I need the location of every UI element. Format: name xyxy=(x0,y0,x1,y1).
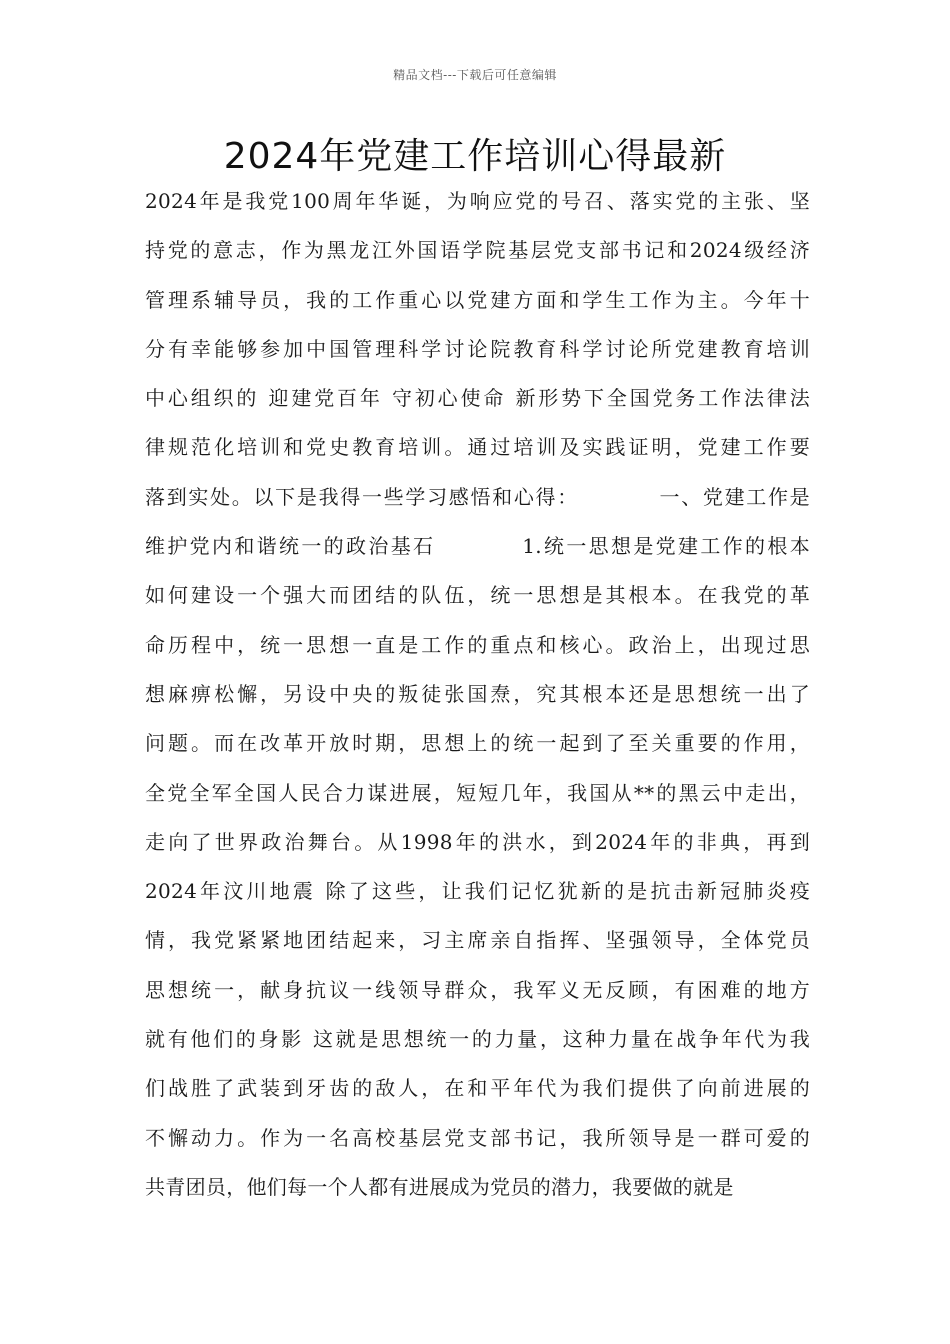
body-line: 如何建设一个强大而团结的队伍，统一思想是其根本。在我党的革 xyxy=(145,583,810,608)
body-line: 走向了世界政治舞台。从1998年的洪水，到2024年的非典，再到 xyxy=(145,829,810,854)
body-line: 全党全军全国人民合力谋进展，短短几年，我国从**的黑云中走出， xyxy=(145,780,810,805)
body-line: 共青团员，他们每一个人都有进展成为党员的潜力，我要做的就是 xyxy=(145,1174,734,1199)
body-line: 分有幸能够参加中国管理科学讨论院教育科学讨论所党建教育培训 xyxy=(145,336,810,361)
body-line: 维护党内和谐统一的政治基石 1.统一思想是党建工作的根本 xyxy=(145,534,810,559)
body-line: 情，我党紧紧地团结起来，习主席亲自指挥、坚强领导，全体党员 xyxy=(145,928,810,953)
body-line: 持党的意志，作为黑龙江外国语学院基层党支部书记和2024级经济 xyxy=(145,238,810,263)
body-line: 律规范化培训和党史教育培训。通过培训及实践证明，党建工作要 xyxy=(145,435,810,460)
body-line: 不懈动力。作为一名高校基层党支部书记，我所领导是一群可爱的 xyxy=(145,1125,810,1150)
body-line: 管理系辅导员，我的工作重心以党建方面和学生工作为主。今年十 xyxy=(145,287,810,312)
body-line: 问题。而在改革开放时期，思想上的统一起到了至关重要的作用， xyxy=(145,731,810,756)
body-line: 2024年汶川地震 除了这些，让我们记忆犹新的是抗击新冠肺炎疫 xyxy=(145,879,810,904)
body-line: 命历程中，统一思想一直是工作的重点和核心。政治上，出现过思 xyxy=(145,632,810,657)
body-line: 落到实处。以下是我得一些学习感悟和心得： 一、党建工作是 xyxy=(145,484,810,509)
body-line: 想麻痹松懈，另设中央的叛徒张国焘，究其根本还是思想统一出了 xyxy=(145,681,810,706)
body-text xyxy=(145,183,810,1218)
document-title: 2024年党建工作培训心得最新 xyxy=(223,136,727,177)
body-line: 就有他们的身影 这就是思想统一的力量，这种力量在战争年代为我 xyxy=(145,1027,810,1052)
body-line: 中心组织的 迎建党百年 守初心使命 新形势下全国党务工作法律法 xyxy=(145,386,810,411)
body-line: 思想统一，献身抗议一线领导群众，我军义无反顾，有困难的地方 xyxy=(145,977,810,1002)
body-line: 们战胜了武装到牙齿的敌人，在和平年代为我们提供了向前进展的 xyxy=(145,1076,810,1101)
header-note: 精品文档---下载后可任意编辑 xyxy=(393,68,557,82)
body-line: 2024年是我党100周年华诞，为响应党的号召、落实党的主张、坚 xyxy=(145,189,810,213)
